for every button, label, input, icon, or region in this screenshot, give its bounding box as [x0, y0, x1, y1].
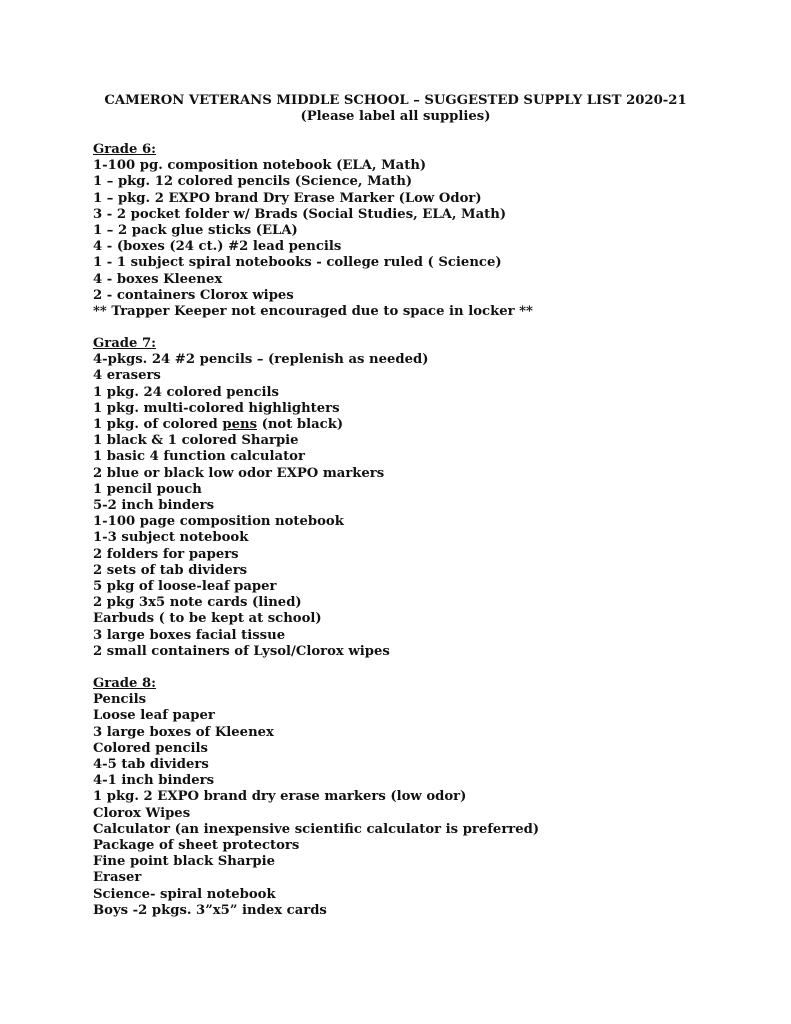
list-item: 2 small containers of Lysol/Clorox wipes	[93, 643, 390, 659]
list-item: Colored pencils	[93, 740, 208, 756]
list-item: 1 - 1 subject spiral notebooks - college ruled ( Science)	[93, 255, 502, 271]
list-item: 1 pkg. 24 colored pencils	[93, 384, 279, 400]
list-item: Earbuds ( to be kept at school)	[93, 611, 322, 627]
list-item: 5-2 inch binders	[93, 498, 215, 514]
list-item: Pencils	[93, 692, 147, 708]
list-item: Eraser	[93, 870, 142, 886]
list-item: 2 folders for papers	[93, 546, 239, 562]
list-item: 1 pkg. 2 EXPO brand dry erase markers (low odor)	[93, 789, 467, 805]
list-item: 5 pkg of loose-leaf paper	[93, 579, 277, 595]
list-item: 2 - containers Clorox wipes	[93, 287, 294, 303]
list-item: 1 basic 4 function calculator	[93, 449, 305, 465]
document-header	[0, 93, 791, 125]
list-item: Package of sheet protectors	[93, 838, 300, 854]
list-item: Science- spiral notebook	[93, 886, 276, 902]
list-item: Loose leaf paper	[93, 708, 215, 724]
list-item: Clorox Wipes	[93, 805, 191, 821]
document-subtitle: (Please label all supplies)	[300, 109, 491, 124]
grade-7-section	[93, 336, 428, 660]
list-item: 3 large boxes facial tissue	[93, 627, 286, 643]
grade-7-heading: Grade 7:	[93, 336, 157, 351]
list-item: Calculator (an inexpensive scientific calculator is preferred)	[93, 821, 540, 837]
list-item: 4 - boxes Kleenex	[93, 271, 223, 287]
list-item: 3 large boxes of Kleenex	[93, 724, 274, 740]
list-item: 1 – 2 pack glue sticks (ELA)	[93, 223, 298, 239]
list-item: 4 - (boxes (24 ct.) #2 lead pencils	[93, 239, 342, 255]
list-item: 2 blue or black low odor EXPO markers	[93, 465, 385, 481]
list-item: Boys -2 pkgs. 3”x5” index cards	[93, 902, 327, 918]
list-item: 2 pkg 3x5 note cards (lined)	[93, 595, 302, 611]
list-item: 2 sets of tab dividers	[93, 562, 248, 578]
list-item: ** Trapper Keeper not encouraged due to space in locker **	[93, 304, 533, 320]
list-item: 1-100 page composition notebook	[93, 514, 344, 530]
list-item: 1 black & 1 colored Sharpie	[93, 433, 299, 449]
list-item: 1 pkg. of colored pens (not black)	[93, 417, 344, 433]
list-item: 1-3 subject notebook	[93, 530, 249, 546]
list-item: 1 – pkg. 2 EXPO brand Dry Erase Marker (Low Odor)	[93, 190, 482, 206]
grade-6-heading: Grade 6:	[93, 142, 157, 157]
list-item: 4-pkgs. 24 #2 pencils – (replenish as needed)	[93, 352, 429, 368]
document-title: CAMERON VETERANS MIDDLE SCHOOL – SUGGESTED SUPPLY LIST 2020-21	[104, 93, 687, 108]
grade-8-heading: Grade 8:	[93, 676, 157, 691]
list-item: 4-1 inch binders	[93, 773, 215, 789]
list-item: 4-5 tab dividers	[93, 757, 209, 773]
list-item: 1 pencil pouch	[93, 481, 202, 497]
grade-8-section	[93, 676, 539, 919]
list-item: 1-100 pg. composition notebook (ELA, Math)	[93, 158, 427, 174]
list-item: 1 – pkg. 12 colored pencils (Science, Math)	[93, 174, 413, 190]
grade-6-section	[93, 142, 533, 320]
list-item: 4 erasers	[93, 368, 161, 384]
list-item: Fine point black Sharpie	[93, 854, 275, 870]
list-item: 3 - 2 pocket folder w/ Brads (Social Studies, ELA, Math)	[93, 206, 507, 222]
list-item: 1 pkg. multi-colored highlighters	[93, 400, 340, 416]
